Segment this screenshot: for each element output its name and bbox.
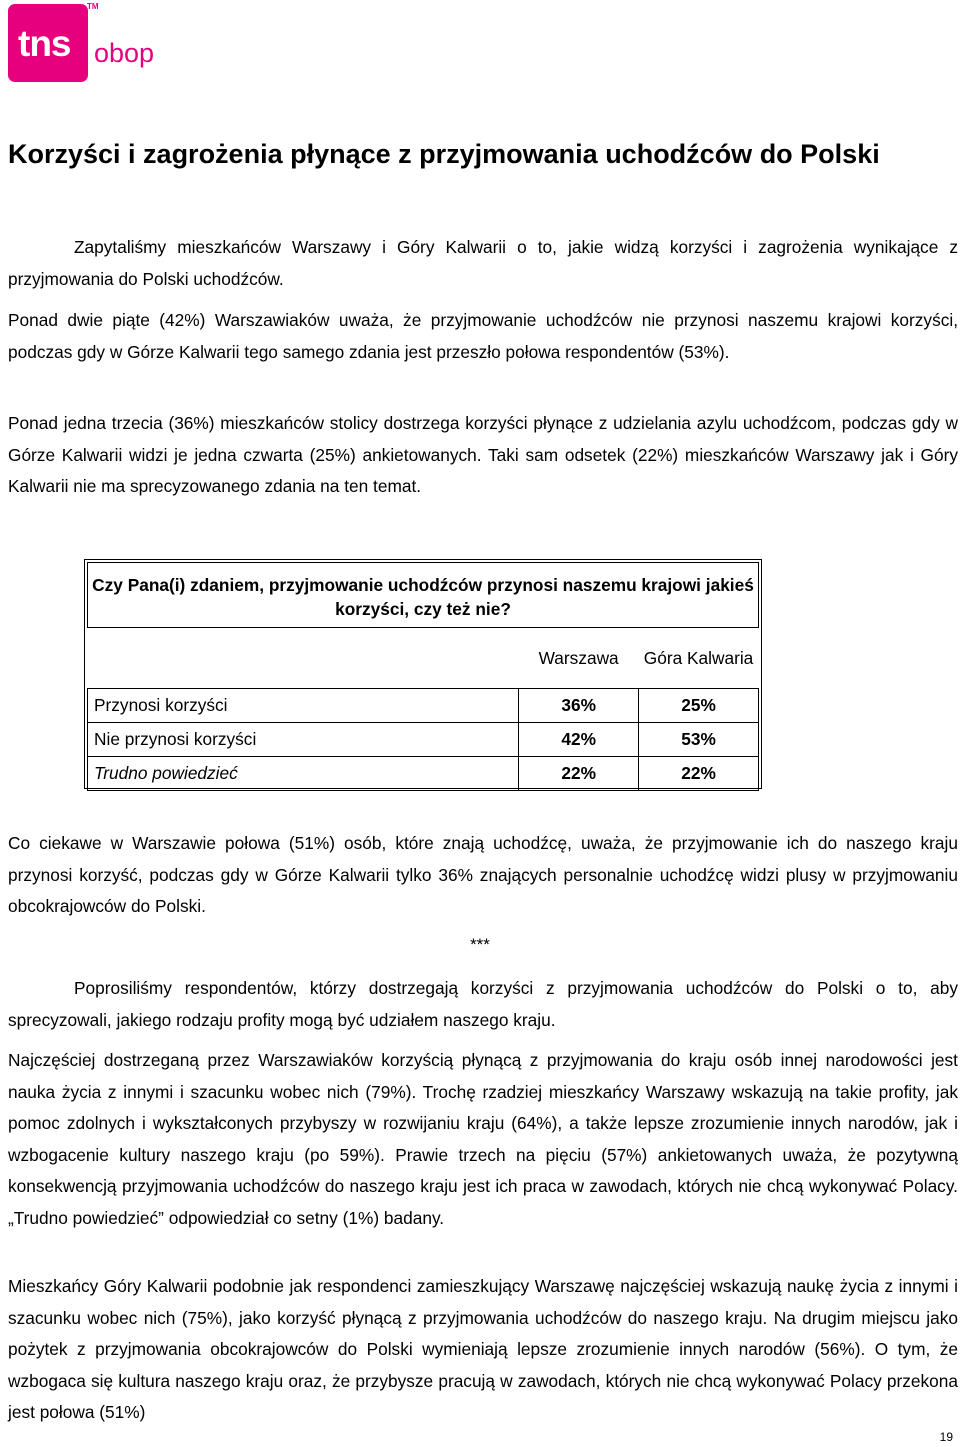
- logo-brand: tns: [18, 23, 71, 64]
- column-header-gora-kalwaria: Góra Kalwaria: [643, 648, 754, 668]
- survey-table: [87, 562, 759, 791]
- row-label: Nie przynosi korzyści: [88, 723, 519, 757]
- column-header-warszawa: Warszawa: [538, 648, 619, 668]
- value-warszawa: 42%: [519, 723, 639, 757]
- value-gora-kalwaria: 22%: [639, 757, 759, 791]
- row-label: Przynosi korzyści: [88, 689, 519, 723]
- table-row: [88, 689, 759, 723]
- survey-table-box: [84, 559, 762, 789]
- paragraph-request: Poprosiliśmy respondentów, którzy dostrzegają korzyści z przyjmowania uchodźców do Polski o to, aby sprecyzowali, jakiego rodzaju profity mogą być udziałem naszego kraju.: [8, 978, 958, 1030]
- row-label: Trudno powiedzieć: [88, 757, 519, 791]
- table-row: [88, 757, 759, 791]
- survey-question: Czy Pana(i) zdaniem, przyjmowanie uchodźców przynosi naszemu krajowi jakieś korzyści, czy też nie?: [88, 563, 759, 628]
- tns-obop-logo: [8, 2, 155, 82]
- logo-trademark: TM: [87, 2, 99, 11]
- paragraph-warszawa-benefits: Najczęściej dostrzeganą przez Warszawiaków korzyścią płynącą z przyjmowania do kraju osób innej narodowości jest nauka życia z innymi i szacunku wobec nich (79%). Trochę rzadziej mieszkańcy Warszawy wskazują na takie profity, jak pomoc zdolnych i wykształconych przybyszy w rozwijaniu kraju (64%), a także lepsze zrozumienie innych narodów, jak i wzbogacenie kultury naszego kraju (po 59%). Prawie trzech na pięciu (57%) ankietowanych uważa, że pozytywną konsekwencją przyjmowania uchodźców do naszego kraju jest ich praca w zawodach, których nie chcą wykonywać Polacy. „Trudno powiedzieć” odpowiedział co setny (1%) badany.: [8, 1050, 958, 1228]
- paragraph-gora-benefits: Mieszkańcy Góry Kalwarii podobnie jak respondenci zamieszkujący Warszawę najczęściej wskazują naukę życia z innymi i szacunku wobec nich (75%), jako korzyść płynącą z przyjmowania uchodźców do naszego kraju. Na drugim miejscu jako pożytek z przyjmowania obcokrajowców do Polski wymieniają lepsze zrozumienie innych narodów (56%). O tym, że wzbogaca się kultura naszego kraju oraz, że przybysze pracują w zawodach, których nie chcą wykonywać Polacy przekona jest połowa (51%): [8, 1276, 958, 1422]
- page-number: 19: [939, 1430, 953, 1444]
- logo-badge: [8, 4, 88, 82]
- paragraph-acquaintance: Co ciekawe w Warszawie połowa (51%) osób, które znają uchodźcę, uważa, że przyjmowanie ich do naszego kraju przynosi korzyść, podczas gdy w Górze Kalwarii tylko 36% znających personalnie uchodźcę widzi plusy w przyjmowaniu obcokrajowców do Polski.: [8, 833, 958, 916]
- section-separator: ***: [470, 935, 490, 954]
- paragraph-intro: Zapytaliśmy mieszkańców Warszawy i Góry Kalwarii o to, jakie widzą korzyści i zagrożenia wynikające z przyjmowania do Polski uchodźców.: [8, 237, 958, 289]
- value-gora-kalwaria: 25%: [639, 689, 759, 723]
- table-row: [88, 723, 759, 757]
- header-empty: [88, 628, 519, 689]
- page-heading: Korzyści i zagrożenia płynące z przyjmowania uchodźców do Polski: [8, 139, 880, 169]
- logo-sub: obop: [94, 38, 155, 68]
- value-warszawa: 36%: [519, 689, 639, 723]
- value-warszawa: 22%: [519, 757, 639, 791]
- paragraph-benefit: Ponad jedna trzecia (36%) mieszkańców stolicy dostrzega korzyści płynące z udzielania azylu uchodźcom, podczas gdy w Górze Kalwarii widzi je jedna czwarta (25%) ankietowanych. Taki sam odsetek (22%) mieszkańców Warszawy jak i Góry Kalwarii nie ma sprecyzowanego zdania na ten temat.: [8, 413, 958, 496]
- paragraph-no-benefit: Ponad dwie piąte (42%) Warszawiaków uważa, że przyjmowanie uchodźców nie przynosi naszemu krajowi korzyści, podczas gdy w Górze Kalwarii tego samego zdania jest przeszło połowa respondentów (53%).: [8, 310, 958, 362]
- value-gora-kalwaria: 53%: [639, 723, 759, 757]
